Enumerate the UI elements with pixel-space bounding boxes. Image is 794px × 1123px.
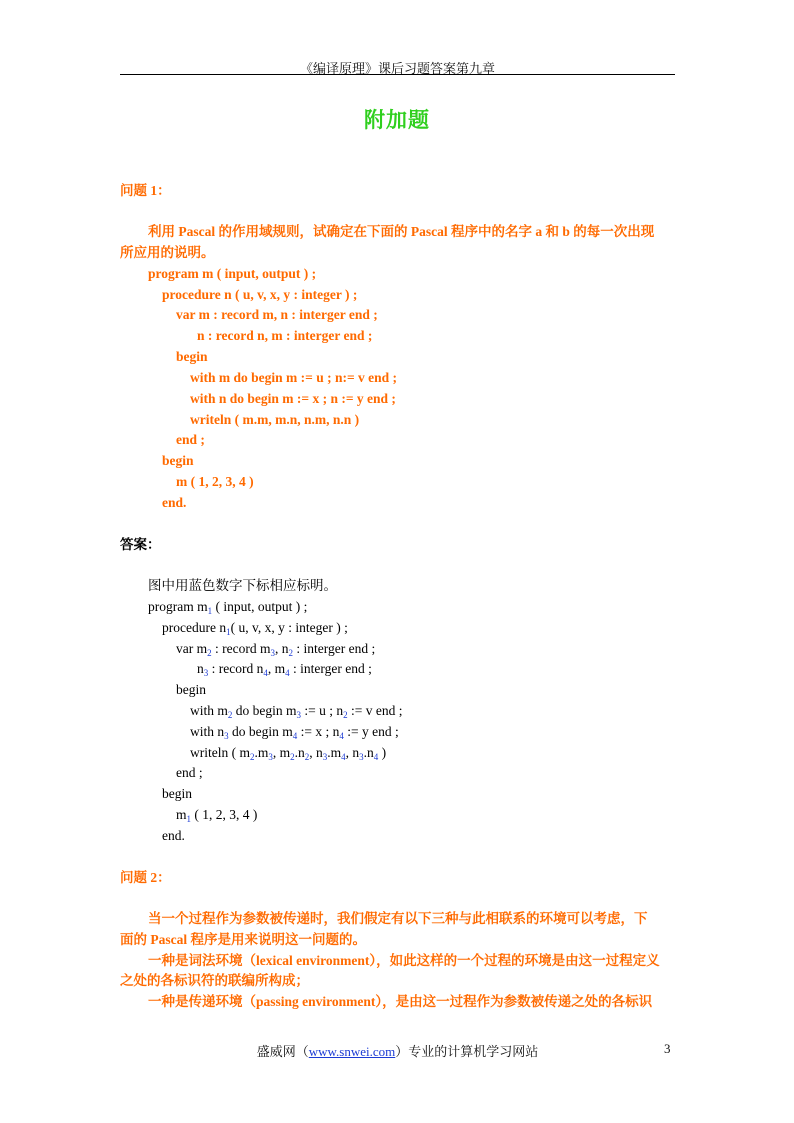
q2-label: 问题 2： xyxy=(120,870,171,885)
answer-code-line: $m_1$ ( 1, 2, 3, 4 ) xyxy=(176,807,258,824)
q1-desc-line1: 利用 Pascal 的作用域规则，试确定在下面的 Pascal 程序中的名字 a 和 b 的每一次出现 xyxy=(148,224,655,239)
q2-paragraph-line: 当一个过程作为参数被传递时，我们假定有以下三种与此相联系的环境可以考虑，下 xyxy=(148,911,648,926)
footer-site: 盛威网（ xyxy=(256,1044,309,1059)
q1-desc-line2: 所应用的说明。 xyxy=(120,245,215,260)
answer-code-line: with $n_3$ do begin $m_4$ := x ; $n_4$ := y end ; xyxy=(190,724,399,741)
answer-label: 答案： xyxy=(120,537,161,552)
q1-code-line: var m : record m, n : interger end ; xyxy=(176,307,378,322)
q1-code-line: begin xyxy=(176,349,208,364)
q1-code-line: end. xyxy=(162,495,187,510)
header-rule xyxy=(120,74,675,75)
q2-paragraph-line: 一种是词法环境（lexical environment），如此这样的一个过程的环境是由这一过程定义 xyxy=(148,953,660,968)
page-number: 3 xyxy=(664,1041,671,1056)
answer-code-line: begin xyxy=(162,786,192,801)
answer-code-line: procedure $n_1$( u, v, x, y : integer ) ; xyxy=(162,620,348,637)
q1-code-line: with m do begin m := u ; n:= v end ; xyxy=(190,370,398,385)
answer-code-line: begin xyxy=(176,682,206,697)
q2-paragraph-line: 一种是传递环境（passing environment），是由这一过程作为参数被传递之处的各标识 xyxy=(148,994,653,1009)
page-title: 附加题 xyxy=(364,108,430,132)
q1-code-line: program m ( input, output ) ; xyxy=(148,266,317,281)
q1-code-line: with n do begin m := x ; n := y end ; xyxy=(190,391,396,406)
q1-code-line: procedure n ( u, v, x, y : integer ) ; xyxy=(162,287,358,302)
answer-intro: 图中用蓝色数字下标相应标明。 xyxy=(148,578,337,593)
q1-label: 问题 1： xyxy=(120,183,171,198)
answer-code-line: $n_3$ : record $n_4$, $m_4$ : interger end ; xyxy=(197,661,372,678)
answer-code-line: end ; xyxy=(176,765,203,780)
answer-code-line: end. xyxy=(162,828,185,843)
answer-code-line: program $m_1$ ( input, output ) ; xyxy=(148,599,308,616)
page-header: 《编译原理》课后习题答案第九章 xyxy=(299,61,495,76)
page-footer xyxy=(120,1041,675,1060)
q1-code-line: end ; xyxy=(176,432,205,447)
answer-code-line: with $m_2$ do begin $m_3$ := u ; $n_2$ := v end ; xyxy=(190,703,403,720)
q2-paragraph-line: 面的 Pascal 程序是用来说明这一问题的。 xyxy=(120,932,366,947)
q2-paragraph-line: 之处的各标识符的联编所构成； xyxy=(120,973,309,988)
q1-code-line: n : record n, m : interger end ; xyxy=(197,328,373,343)
q1-code-line: writeln ( m.m, m.n, n.m, n.n ) xyxy=(190,412,360,427)
answer-code-line: var $m_2$ : record $m_3$, $n_2$ : interger end ; xyxy=(176,641,376,658)
q1-code-line: m ( 1, 2, 3, 4 ) xyxy=(176,474,254,489)
footer-link[interactable]: www.snwei.com xyxy=(308,1044,396,1059)
answer-code-line: writeln ( $m_2.m_3$, $m_2.n_2$, $n_3.m_4$, $n_3.n_4$ ) xyxy=(190,745,387,762)
footer-tail: ）专业的计算机学习网站 xyxy=(395,1044,539,1059)
q1-code-line: begin xyxy=(162,453,194,468)
